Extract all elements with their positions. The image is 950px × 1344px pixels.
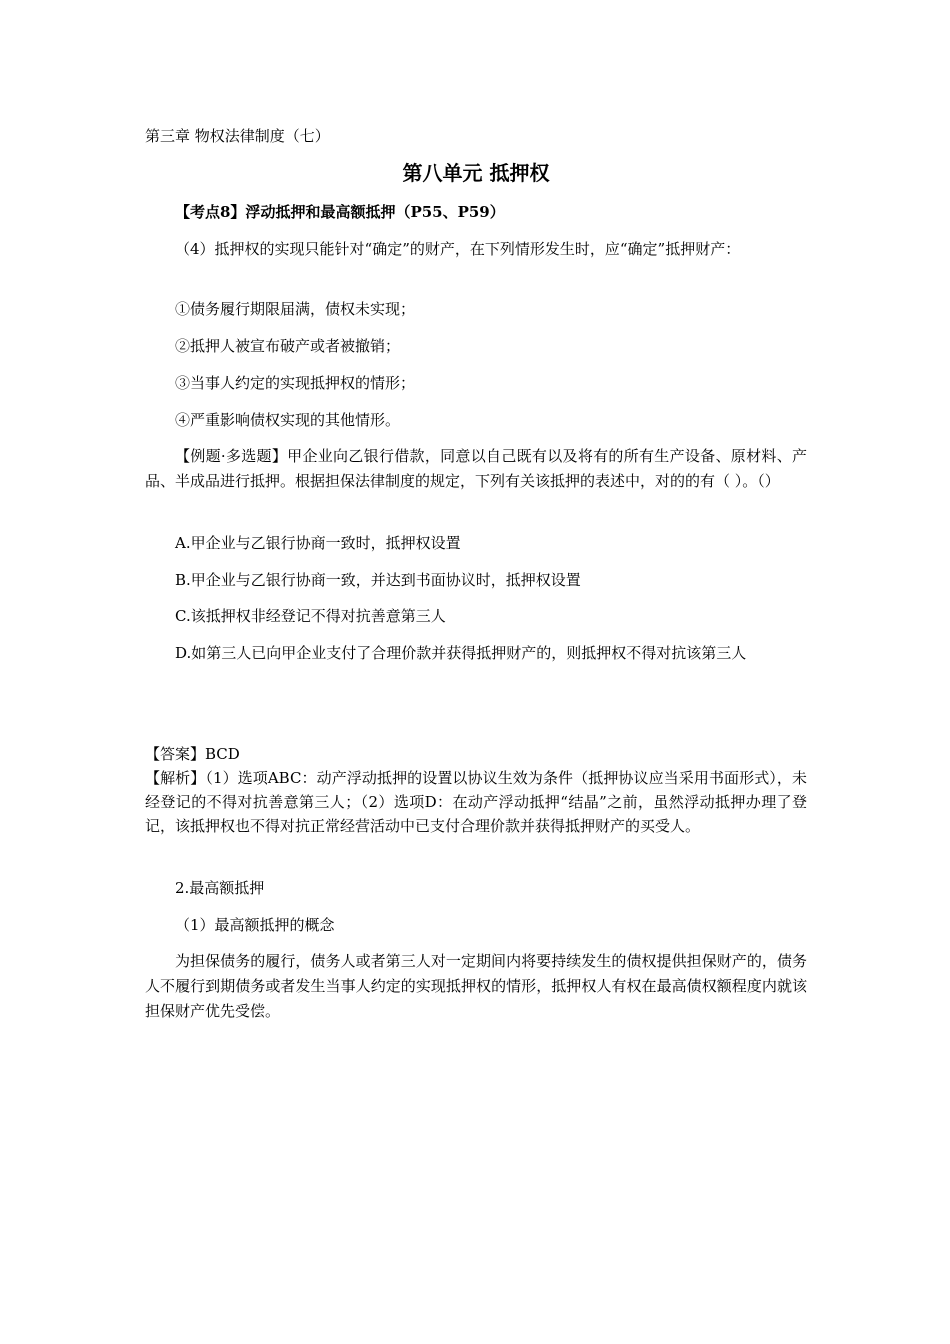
paragraph-4: （4）抵押权的实现只能针对“确定”的财产，在下列情形发生时，应“确定”抵押财产： (175, 240, 741, 258)
option-c: C.该抵押权非经登记不得对抗善意第三人 (175, 607, 446, 625)
list-item: ②抵押人被宣布破产或者被撤销； (175, 337, 401, 355)
kaodian-heading: 【考点8】浮动抵押和最高额抵押（P55、P59） (175, 203, 505, 221)
analysis: 【解析】（1）选项ABC：动产浮动抵押的设置以协议生效为条件（抵押协议应当采用书面形式），未经登记的不得对抗善意第三人；（2）选项D：在动产浮动抵押“结晶”之前，虽然浮动抵押办理了登记，该抵押权也不得对抗正常经营活动中已支付合理价款并获得抵押财产的买受人。 (145, 769, 807, 835)
list-item: ③当事人约定的实现抵押权的情形； (175, 374, 416, 392)
option-b: B.甲企业与乙银行协商一致，并达到书面协议时，抵押权设置 (175, 571, 581, 589)
chapter-header: 第三章 物权法律制度（七） (145, 127, 330, 145)
answer: 【答案】BCD (145, 745, 240, 763)
option-a: A.甲企业与乙银行协商一致时，抵押权设置 (175, 534, 461, 552)
option-d: D.如第三人已向甲企业支付了合理价款并获得抵押财产的，则抵押权不得对抗该第三人 (175, 644, 747, 662)
unit-title: 第八单元 抵押权 (402, 161, 550, 185)
example-question: 【例题·多选题】甲企业向乙银行借款，同意以自己既有以及将有的所有生产设备、原材料、产品、半成品进行抵押。根据担保法律制度的规定，下列有关该抵押的表述中，对的的有（ ）。（） (145, 447, 807, 490)
list-item: ①债务履行期限届满，债权未实现； (175, 300, 416, 318)
section-heading-2: 2.最高额抵押 (175, 879, 265, 897)
list-item: ④严重影响债权实现的其他情形。 (175, 411, 401, 429)
definition-paragraph: 为担保债务的履行，债务人或者第三人对一定期间内将要持续发生的债权提供担保财产的，债务人不履行到期债务或者发生当事人约定的实现抵押权的情形，抵押权人有权在最高债权额程度内就该担保财产优先受偿。 (145, 952, 807, 1020)
section-heading-2-1: （1）最高额抵押的概念 (175, 916, 335, 934)
